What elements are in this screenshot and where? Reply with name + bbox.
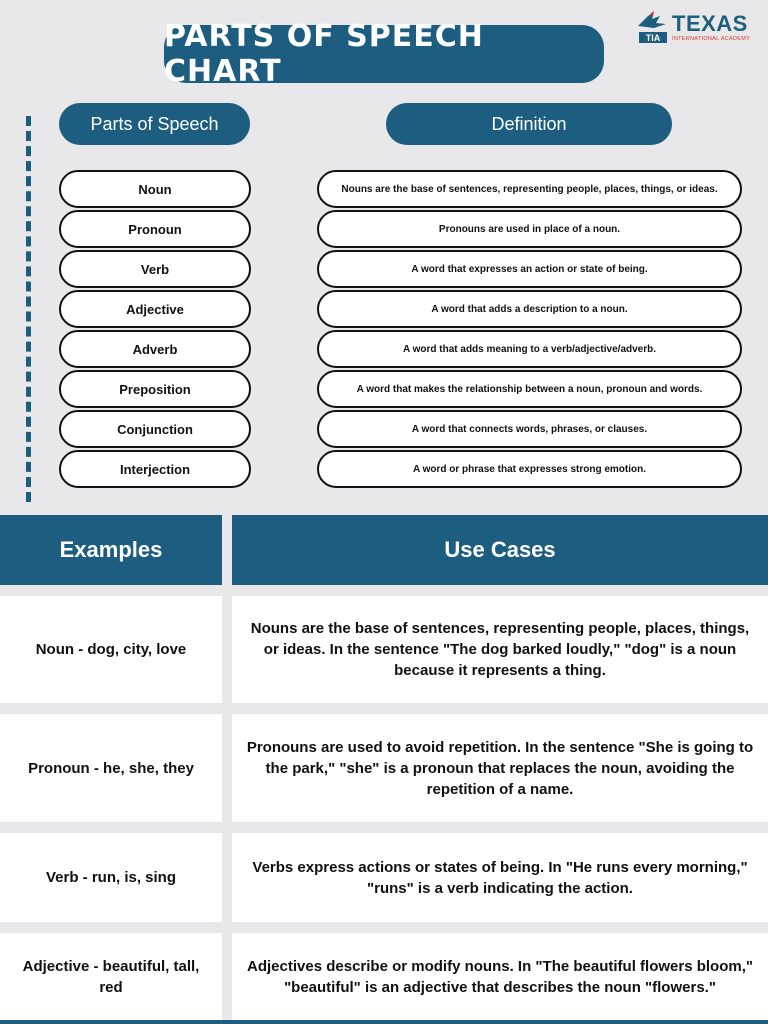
definition-item: A word that makes the relationship between a noun, pronoun and words. (317, 370, 742, 408)
use-case-cell: Nouns are the base of sentences, representing people, places, things, or ideas. In the sentence "The dog barked loudly," "dog" is a noun because it represents a thing. (232, 596, 768, 703)
part-of-speech-item: Conjunction (59, 410, 251, 448)
logo-subtitle: INTERNATIONAL ACADEMY (672, 36, 751, 42)
part-of-speech-item: Adjective (59, 290, 251, 328)
page-title: PARTS OF SPEECH CHART (164, 25, 604, 83)
part-of-speech-item: Adverb (59, 330, 251, 368)
logo-name: TEXAS (672, 11, 748, 36)
definition-item: A word that adds meaning to a verb/adjective/adverb. (317, 330, 742, 368)
examples-column-header: Examples (0, 515, 222, 585)
part-of-speech-item: Interjection (59, 450, 251, 488)
part-of-speech-item: Verb (59, 250, 251, 288)
definition-item: A word that expresses an action or state of being. (317, 250, 742, 288)
parts-of-speech-heading: Parts of Speech (59, 103, 250, 145)
use-case-cell: Pronouns are used to avoid repetition. In the sentence "She is going to the park," "she" is a pronoun that replaces the noun, avoiding the repetition of a name. (232, 714, 768, 822)
parts-of-speech-list (59, 170, 251, 490)
definition-item: Nouns are the base of sentences, representing people, places, things, or ideas. (317, 170, 742, 208)
part-of-speech-item: Pronoun (59, 210, 251, 248)
definition-item: A word that connects words, phrases, or clauses. (317, 410, 742, 448)
example-cell: Noun - dog, city, love (0, 596, 222, 703)
example-cell: Adjective - beautiful, tall, red (0, 933, 222, 1020)
part-of-speech-item: Noun (59, 170, 251, 208)
eagle-logo-icon (636, 10, 670, 44)
definition-item: Pronouns are used in place of a noun. (317, 210, 742, 248)
logo-mark-text: TIA (645, 33, 661, 43)
use-case-cell: Adjectives describe or modify nouns. In "The beautiful flowers bloom," "beautiful" is an adjective that describes the noun "flowers." (232, 933, 768, 1020)
definition-item: A word or phrase that expresses strong emotion. (317, 450, 742, 488)
use-cases-column-header: Use Cases (232, 515, 768, 585)
logo (636, 10, 756, 46)
example-cell: Pronoun - he, she, they (0, 714, 222, 822)
use-case-cell: Verbs express actions or states of being. In "He runs every morning," "runs" is a verb indicating the action. (232, 833, 768, 922)
definition-list (317, 170, 742, 490)
dashed-divider (26, 116, 31, 502)
example-cell: Verb - run, is, sing (0, 833, 222, 922)
definition-heading: Definition (386, 103, 672, 145)
bottom-border (0, 1020, 768, 1024)
part-of-speech-item: Preposition (59, 370, 251, 408)
definition-item: A word that adds a description to a noun. (317, 290, 742, 328)
